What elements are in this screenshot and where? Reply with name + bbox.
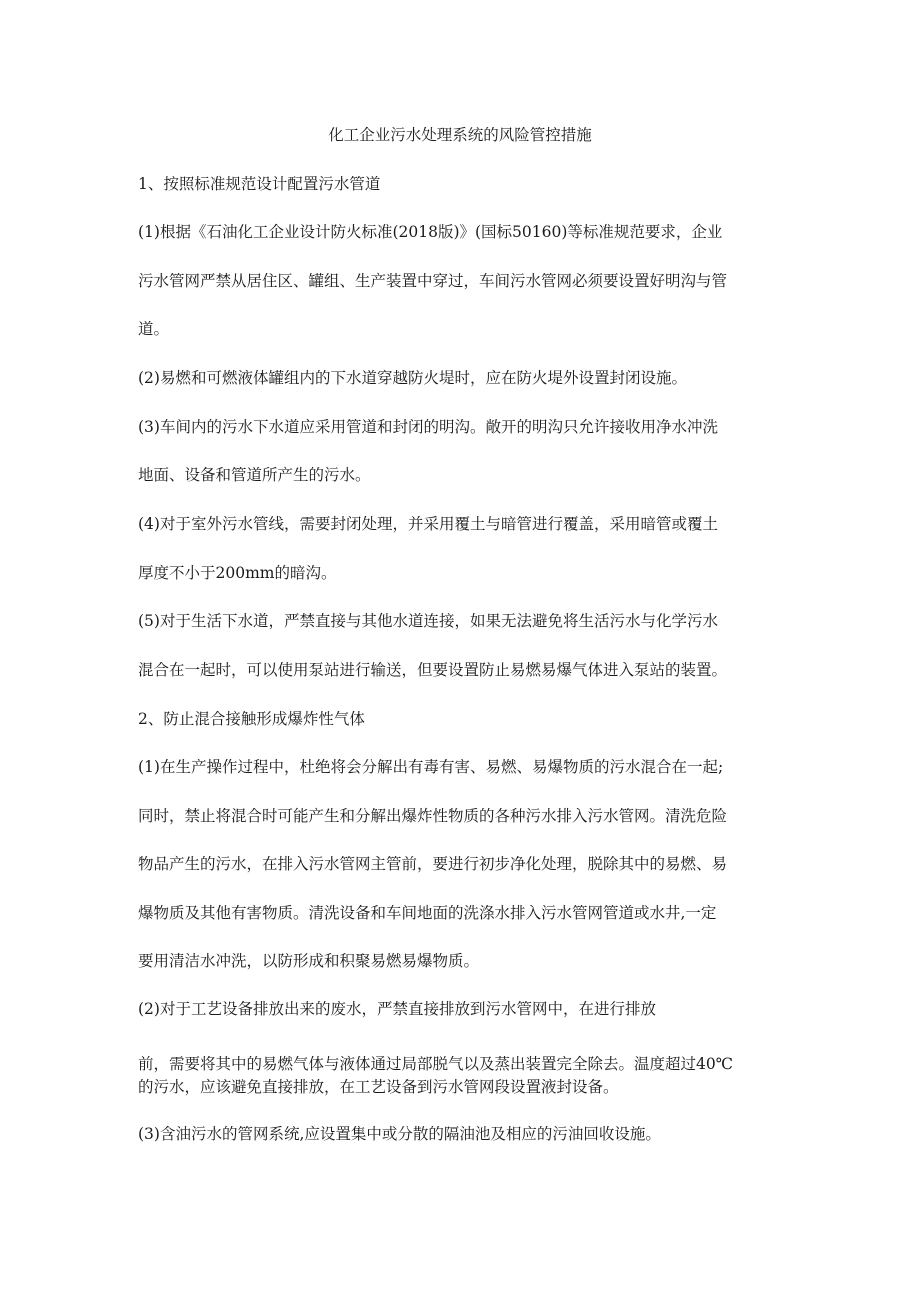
section-heading-2: 2、防止混合接触形成爆炸性气体 [138,710,365,728]
paragraph-line: 要用清洁水冲洗，以防形成和积聚易燃易爆物质。 [138,952,480,970]
document-title: 化工企业污水处理系统的风险管控措施 [328,126,592,144]
paragraph-line: 物品产生的污水，在排入污水管网主管前，要进行初步净化处理，脱除其中的易燃、易 [138,855,728,873]
paragraph-line: (3)含油污水的管网系统,应设置集中或分散的隔油池及相应的污油回收设施。 [138,1125,661,1143]
paragraph-line: 道。 [138,320,170,338]
paragraph-line: 同时，禁止将混合时可能产生和分解出爆炸性物质的各种污水排入污水管网。清洗危险 [138,807,728,825]
paragraph-line: (2)易燃和可燃液体罐组内的下水道穿越防火堤时，应在防火堤外设置封闭设施。 [138,369,687,387]
paragraph-line: (5)对于生活下水道，严禁直接与其他水道连接，如果无法避免将生活污水与化学污水 [138,612,718,630]
paragraph-line: 污水管网严禁从居住区、罐组、生产装置中穿过，车间污水管网必须要设置好明沟与管 [138,272,728,290]
paragraph-line: 的污水，应该避免直接排放，在工艺设备到污水管网段设置液封设备。 [138,1078,619,1096]
paragraph-line: (3)车间内的污水下水道应采用管道和封闭的明沟。敞开的明沟只允许接收用净水冲洗 [138,418,718,436]
paragraph-line: 前，需要将其中的易燃气体与液体通过局部脱气以及蒸出装置完全除去。温度超过40℃ [138,1055,734,1073]
section-heading-1: 1、按照标准规范设计配置污水管道 [138,175,381,193]
paragraph-line: 爆物质及其他有害物质。清洗设备和车间地面的洗涤水排入污水管网管道或水井,一定 [138,904,717,922]
paragraph-line: (1)根据《石油化工企业设计防火标准(2018版)》(国标50160)等标准规范要求，企业 [138,223,723,241]
paragraph-line: (4)对于室外污水管线，需要封闭处理，并采用覆土与暗管进行覆盖，采用暗管或覆土 [138,515,718,533]
paragraph-line: 地面、设备和管道所产生的污水。 [138,466,371,484]
paragraph-line: (1)在生产操作过程中，杜绝将会分解出有毒有害、易燃、易爆物质的污水混合在一起; [138,758,724,776]
paragraph-line: 混合在一起时，可以使用泵站进行输送，但要设置防止易燃易爆气体进入泵站的装置。 [138,661,728,679]
paragraph-line: (2)对于工艺设备排放出来的废水，严禁直接排放到污水管网中，在进行排放 [138,1000,656,1018]
paragraph-line: 厚度不小于200mm的暗沟。 [138,564,337,582]
